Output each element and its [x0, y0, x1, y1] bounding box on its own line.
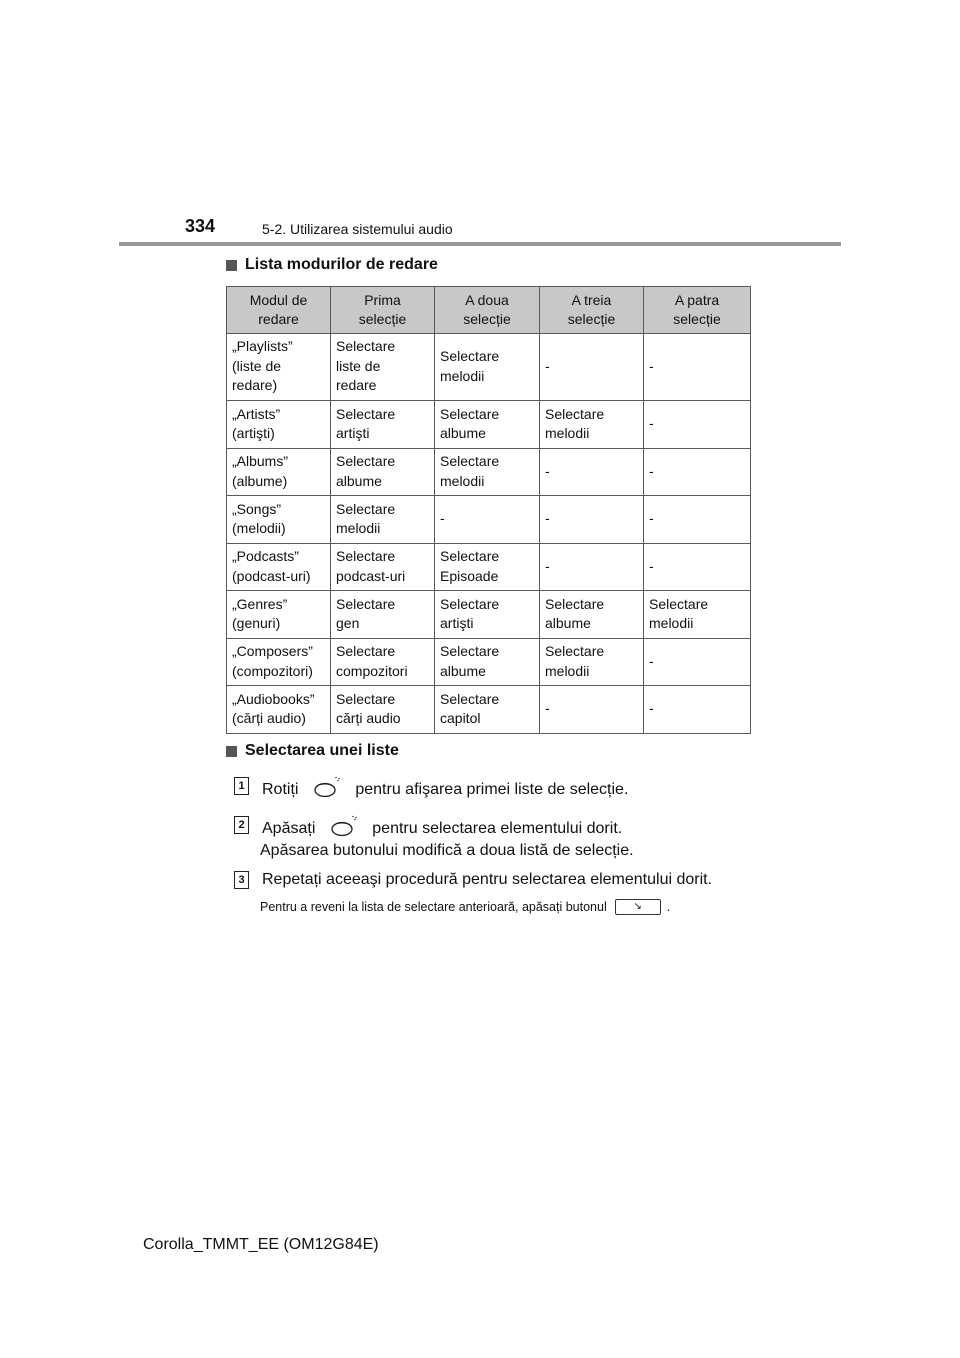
table-row	[227, 686, 751, 734]
section-heading-select-list	[224, 742, 399, 760]
table-cell: Selectare artişti	[435, 591, 540, 639]
table-header-cell: Modul de redare	[227, 287, 331, 334]
table-cell: „Playlists” (liste de redare)	[227, 334, 331, 401]
table-cell: -	[540, 334, 644, 401]
table-row	[227, 544, 751, 591]
table-cell: Selectare melodii	[435, 449, 540, 496]
page-number: 334	[185, 216, 216, 236]
step-text: pentru afişarea primei liste de selecție.	[355, 781, 629, 799]
play-modes-table	[226, 286, 751, 734]
step-1	[234, 776, 628, 804]
step-2	[234, 815, 622, 843]
square-bullet-icon	[226, 746, 237, 757]
table-row	[227, 591, 751, 639]
table-header-cell: Prima selecție	[331, 287, 435, 334]
table-cell: Selectare albume	[540, 591, 644, 639]
table-cell: -	[540, 449, 644, 496]
table-cell: Selectare gen	[331, 591, 435, 639]
table-cell: „Songs” (melodii)	[227, 496, 331, 544]
step-2-explanation: Apăsarea butonului modifică a doua listă de selecție.	[260, 842, 634, 859]
table-row	[227, 334, 751, 401]
square-bullet-icon	[226, 260, 237, 271]
table-cell: Selectare cărți audio	[331, 686, 435, 734]
table-cell: -	[644, 449, 751, 496]
table-header-row	[227, 287, 751, 334]
note-end: .	[666, 900, 671, 914]
section-heading-text: Selectarea unei liste	[245, 742, 399, 759]
table-cell: „Genres” (genuri)	[227, 591, 331, 639]
table-cell: Selectare melodii	[540, 401, 644, 449]
table-cell: Selectare compozitori	[331, 639, 435, 686]
table-cell: Selectare podcast-uri	[331, 544, 435, 591]
table-cell: -	[644, 496, 751, 544]
table-cell: Selectare melodii	[540, 639, 644, 686]
table-cell: Selectare Episoade	[435, 544, 540, 591]
table-row	[227, 401, 751, 449]
table-header-cell: A doua selecție	[435, 287, 540, 334]
table-cell: -	[644, 639, 751, 686]
step-number-badge: 1	[234, 777, 249, 795]
table-cell: -	[644, 686, 751, 734]
table-cell: Selectare albume	[331, 449, 435, 496]
section-heading-play-modes	[224, 256, 438, 274]
table-cell: -	[644, 544, 751, 591]
table-cell: -	[435, 496, 540, 544]
table-cell: „Composers” (compozitori)	[227, 639, 331, 686]
table-cell: Selectare albume	[435, 639, 540, 686]
header-rule	[119, 242, 841, 246]
table-header-cell: A patra selecție	[644, 287, 751, 334]
table-cell: -	[644, 334, 751, 401]
table-row	[227, 639, 751, 686]
step-text: Rotiți	[262, 781, 299, 799]
table-cell: Selectare albume	[435, 401, 540, 449]
table-cell: Selectare melodii	[331, 496, 435, 544]
table-cell: -	[540, 686, 644, 734]
table-cell: „Albums” (albume)	[227, 449, 331, 496]
table-cell: „Podcasts” (podcast-uri)	[227, 544, 331, 591]
table-cell: „Audiobooks” (cărți audio)	[227, 686, 331, 734]
step-text: Apăsați	[262, 820, 316, 838]
table-cell: Selectare liste de redare	[331, 334, 435, 401]
step-number-badge: 2	[234, 816, 249, 834]
step-number-badge: 3	[234, 871, 249, 889]
step-text: Repetați aceeaşi procedură pentru selectarea elementului dorit.	[262, 871, 713, 888]
table-cell: Selectare artişti	[331, 401, 435, 449]
back-button-icon: ↘	[615, 899, 661, 915]
table-cell: Selectare melodii	[435, 334, 540, 401]
table-cell: -	[540, 496, 644, 544]
table-row	[227, 449, 751, 496]
back-note	[260, 899, 670, 915]
table-cell: Selectare capitol	[435, 686, 540, 734]
step-3	[234, 870, 712, 890]
note-text: Pentru a reveni la lista de selectare anterioară, apăsați butonul	[260, 900, 607, 914]
section-heading-text: Lista modurilor de redare	[245, 256, 438, 273]
step-text: pentru selectarea elementului dorit.	[372, 820, 623, 838]
table-cell: Selectare melodii	[644, 591, 751, 639]
table-cell: -	[644, 401, 751, 449]
table-cell: „Artists” (artişti)	[227, 401, 331, 449]
tune-knob-icon	[328, 815, 360, 843]
table-row	[227, 496, 751, 544]
section-reference: 5-2. Utilizarea sistemului audio	[262, 221, 453, 237]
document-footer: Corolla_TMMT_EE (OM12G84E)	[143, 1236, 379, 1253]
table-cell: -	[540, 544, 644, 591]
tune-knob-icon	[311, 776, 343, 804]
table-header-cell: A treia selecție	[540, 287, 644, 334]
